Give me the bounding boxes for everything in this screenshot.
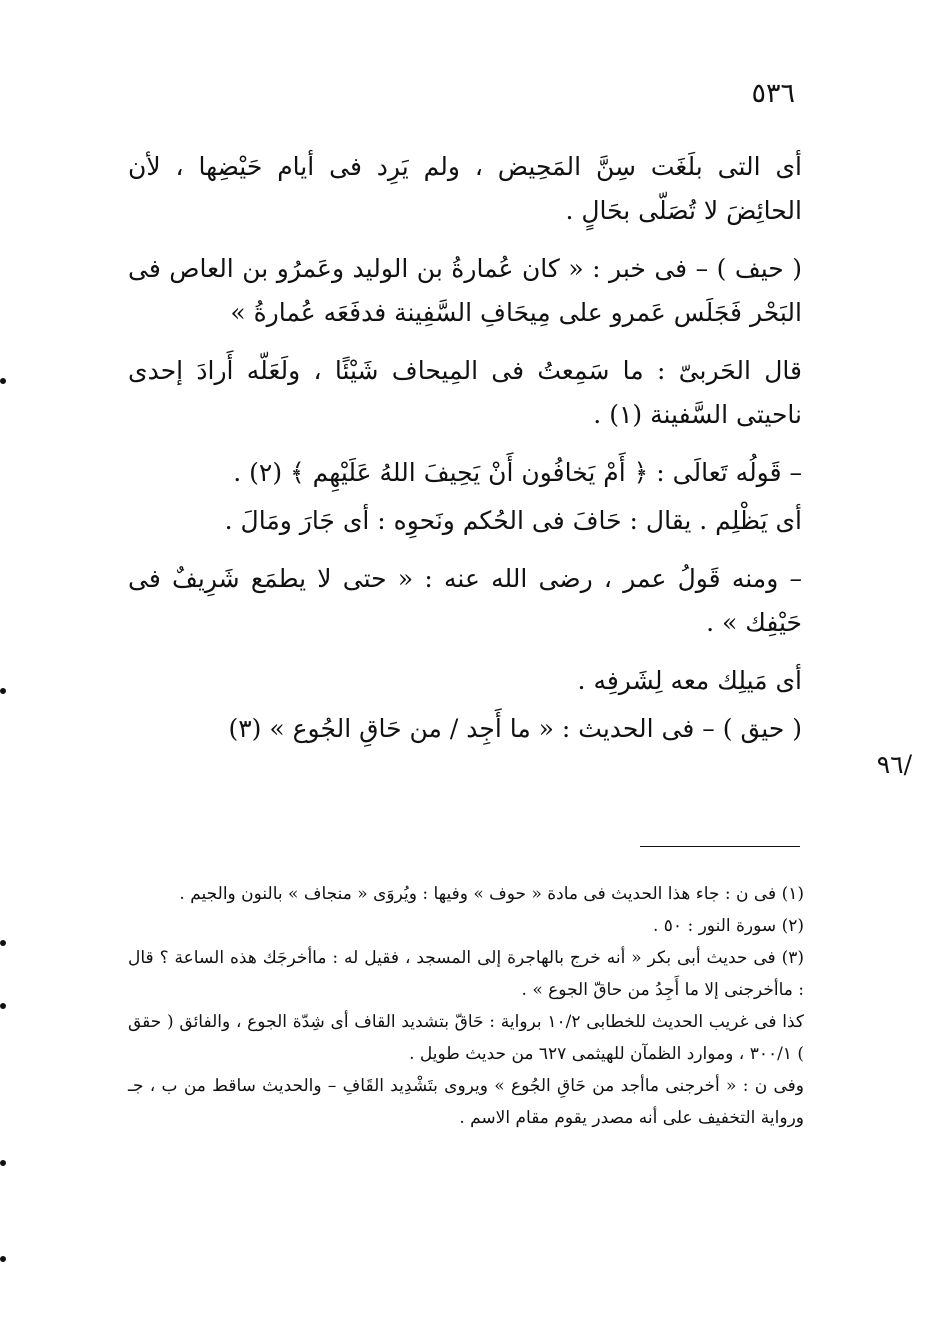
- scan-mark: [0, 1256, 6, 1262]
- scan-mark: [0, 688, 6, 694]
- footnote-divider: [640, 846, 800, 847]
- footnote-continuation: وفى ن : « أخرجنى ماأجد من حَاقِ الجُوع » ويروى بتَشْدِيد القَافِ – والحديث ساقط من ب ، جـ ورواية التخفيف على أنه مصدر يقوم مقام الاسم .: [128, 1076, 804, 1128]
- footnotes: [128, 878, 804, 1134]
- paragraph: قال الحَربىّ : ما سَمِعتُ فى المِيحاف شَيْئًا ، ولَعَلّه أَرادَ إحدى ناحيتى السَّفينة (١) .: [128, 356, 802, 429]
- scan-mark: [0, 940, 6, 946]
- paragraph: أى يَظْلِم . يقال : حَافَ فى الحُكم ونَحوِه : أى جَارَ ومَالَ .: [224, 506, 802, 535]
- paragraph: أى التى بلَغَت سِنَّ المَحِيض ، ولم يَرِد فى أيام حَيْضِها ، لأن الحائِضَ لا تُصَلّى بحَالٍ .: [128, 152, 802, 225]
- scan-mark: [0, 1003, 6, 1009]
- footnote-continuation: كذا فى غريب الحديث للخطابى ١٠/٢ برواية : حَاقّ بتشديد القاف أى شِدّة الجوع ، والفائق ( حقق ) ٣٠٠/١ ، وموارد الظمآن للهيثمى ٦٢٧ من حديث طويل .: [128, 1012, 804, 1064]
- footnote: (١) فى ن : جاء هذا الحديث فى مادة « حوف » وفيها : ويُروَى « منجاف » بالنون والجيم .: [179, 884, 804, 904]
- page-number: ٥٣٦: [751, 78, 795, 109]
- scan-mark: [0, 378, 6, 384]
- scan-mark: [0, 1160, 6, 1166]
- margin-reference: /٩٦: [876, 750, 912, 779]
- entry-hayq-paragraph: ( حيق ) – فى الحديث : « ما أَجِد / من حَاقِ الجُوع » (٣): [228, 714, 802, 743]
- quran-citation-paragraph: – قَولُه تَعالَى : ﴿ أَمْ يَخافُون أَنْ يَحِيفَ اللهُ عَلَيْهِم ﴾ (٢) .: [233, 458, 802, 487]
- paragraph: – ومنه قَولُ عمر ، رضى الله عنه : « حتى لا يطمَع شَرِيفٌ فى حَيْفِك » .: [128, 564, 802, 637]
- footnote: (٣) فى حديث أبى بكر « أنه خرج بالهاجرة إلى المسجد ، فقيل له : ماأخرجَك هذه الساعة ؟ قال : ماأخرجنى إلا ما أَجِدُ من حاقّ الجوع » .: [128, 948, 804, 1000]
- main-text: [128, 145, 802, 765]
- entry-hayf-paragraph: ( حيف ) – فى خبر : « كان عُمارةُ بن الوليد وعَمرُو بن العاص فى البَحْر فَجَلَس عَمرو على مِيحَافِ السَّفِينة فدفَعَه عُمارةُ »: [128, 254, 802, 327]
- paragraph: أى مَيلِك معه لِشَرفِه .: [577, 666, 802, 695]
- footnote: (٢) سورة النور : ٥٠ .: [652, 916, 804, 936]
